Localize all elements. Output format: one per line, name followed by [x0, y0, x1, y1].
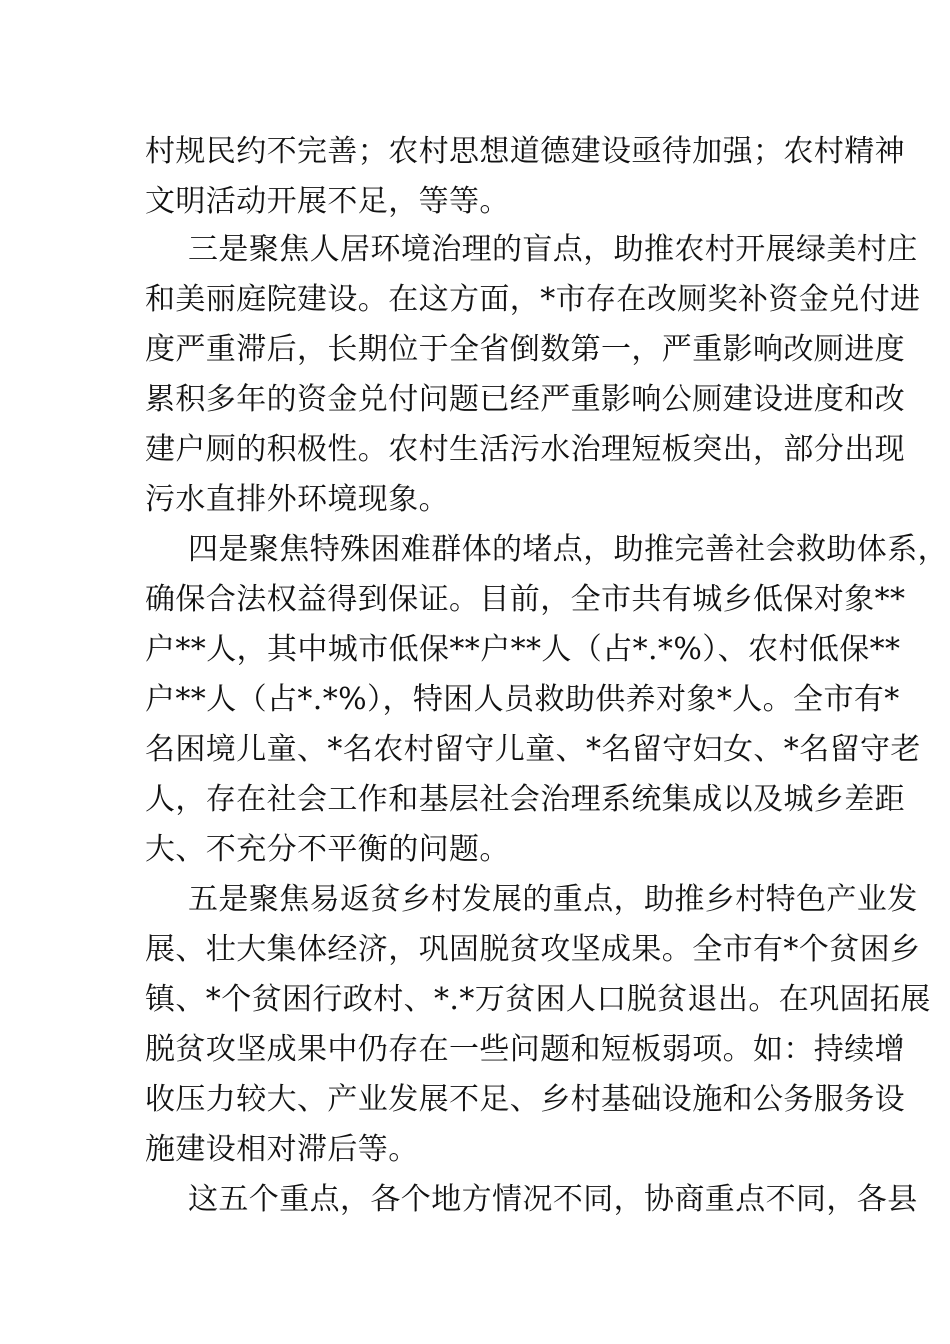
text-line: 村规民约不完善；农村思想道德建设亟待加强；农村精神: [145, 134, 905, 169]
text-line: 度严重滞后，长期位于全省倒数第一，严重影响改厕进度: [145, 332, 905, 367]
paragraph-start-line: 四是聚焦特殊困难群体的堵点，助推完善社会救助体系，: [188, 532, 948, 567]
text-line: 人，存在社会工作和基层社会治理系统集成以及城乡差距: [145, 782, 905, 817]
text-line: 文明活动开展不足，等等。: [145, 184, 510, 219]
text-line: 名困境儿童、*名农村留守儿童、*名留守妇女、*名留守老: [145, 732, 921, 767]
text-line: 建户厕的积极性。农村生活污水治理短板突出，部分出现: [145, 432, 905, 467]
text-line: 大、不充分不平衡的问题。: [145, 832, 510, 867]
text-line: 户**人，其中城市低保**户**人（占*.*%）、农村低保**: [145, 632, 901, 667]
paragraph-start-line: 三是聚焦人居环境治理的盲点，助推农村开展绿美村庄: [188, 232, 918, 267]
text-line: 污水直排外环境现象。: [145, 482, 449, 517]
text-line: 施建设相对滞后等。: [145, 1132, 419, 1167]
text-line: 和美丽庭院建设。在这方面，*市存在改厕奖补资金兑付进: [145, 282, 921, 317]
text-line: 脱贫攻坚成果中仍存在一些问题和短板弱项。如：持续增: [145, 1032, 905, 1067]
text-line: 收压力较大、产业发展不足、乡村基础设施和公务服务设: [145, 1082, 905, 1117]
paragraph-start-line: 五是聚焦易返贫乡村发展的重点，助推乡村特色产业发: [188, 882, 918, 917]
paragraph-start-line: 这五个重点，各个地方情况不同，协商重点不同，各县: [188, 1182, 918, 1217]
text-line: 确保合法权益得到保证。目前，全市共有城乡低保对象**: [145, 582, 906, 617]
text-line: 镇、*个贫困行政村、*.*万贫困人口脱贫退出。在巩固拓展: [145, 982, 931, 1017]
text-line: 户**人（占*.*%），特困人员救助供养对象*人。全市有*: [145, 682, 900, 717]
text-line: 累积多年的资金兑付问题已经严重影响公厕建设进度和改: [145, 382, 905, 417]
text-line: 展、壮大集体经济，巩固脱贫攻坚成果。全市有*个贫困乡: [145, 932, 921, 967]
